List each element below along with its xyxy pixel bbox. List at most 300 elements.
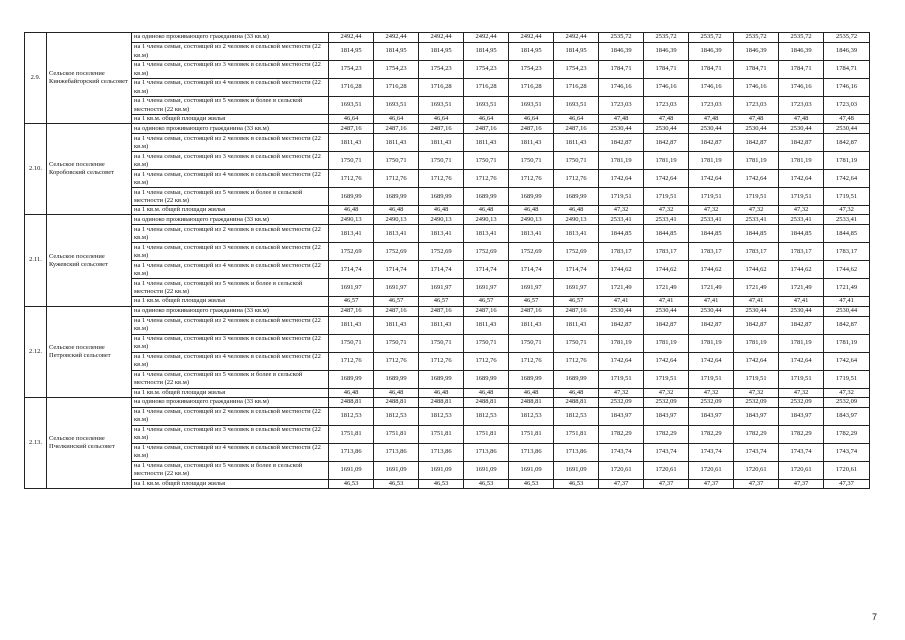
row-description: на одиноко проживающего гражданина (33 кв.м) xyxy=(132,306,329,316)
value-cell: 1751,81 xyxy=(374,425,419,443)
value-cell: 1721,49 xyxy=(734,279,779,297)
value-cell: 2533,41 xyxy=(779,215,824,225)
row-description: на 1 члена семьи, состоящей из 4 человек в сельской местности (22 кв.м) xyxy=(132,261,329,279)
value-cell: 1814,95 xyxy=(374,43,419,61)
value-cell: 1844,85 xyxy=(644,225,689,243)
value-cell: 2532,09 xyxy=(689,397,734,407)
value-cell: 1846,39 xyxy=(599,43,644,61)
value-cell: 47,32 xyxy=(599,206,644,215)
row-description: на 1 члена семьи, состоящей из 4 человек в сельской местности (22 кв.м) xyxy=(132,79,329,97)
value-cell: 46,53 xyxy=(509,479,554,488)
value-cell: 1719,51 xyxy=(689,370,734,388)
value-cell: 1691,97 xyxy=(554,279,599,297)
value-cell: 1742,64 xyxy=(824,352,870,370)
value-cell: 1712,76 xyxy=(464,170,509,188)
value-cell: 2530,44 xyxy=(734,306,779,316)
value-cell: 1842,87 xyxy=(734,134,779,152)
value-cell: 1719,51 xyxy=(734,370,779,388)
value-cell: 1846,39 xyxy=(689,43,734,61)
value-cell: 2492,44 xyxy=(374,33,419,43)
value-cell: 47,41 xyxy=(824,297,870,306)
value-cell: 1714,74 xyxy=(419,261,464,279)
settlement-name: Сельское поселение Кинжебайгорский сельсовет xyxy=(47,33,132,124)
value-cell: 2487,16 xyxy=(419,306,464,316)
value-cell: 1783,17 xyxy=(824,243,870,261)
value-cell: 47,41 xyxy=(734,297,779,306)
value-cell: 1693,51 xyxy=(464,97,509,115)
value-cell: 1691,09 xyxy=(329,461,374,479)
value-cell: 1742,64 xyxy=(644,352,689,370)
value-cell: 1781,19 xyxy=(779,334,824,352)
value-cell: 47,37 xyxy=(734,479,779,488)
value-cell: 1742,64 xyxy=(599,352,644,370)
value-cell: 1811,43 xyxy=(329,316,374,334)
value-cell: 2492,44 xyxy=(329,33,374,43)
table-row xyxy=(25,425,870,443)
table-row xyxy=(25,479,870,488)
table-row xyxy=(25,352,870,370)
value-cell: 1689,99 xyxy=(329,370,374,388)
group-number: 2.13. xyxy=(25,397,47,488)
value-cell: 1812,53 xyxy=(509,407,554,425)
value-cell: 1719,51 xyxy=(779,370,824,388)
value-cell: 46,48 xyxy=(464,388,509,397)
value-cell: 1693,51 xyxy=(374,97,419,115)
value-cell: 47,37 xyxy=(599,479,644,488)
value-cell: 1719,51 xyxy=(689,188,734,206)
value-cell: 1719,51 xyxy=(824,370,870,388)
value-cell: 1784,71 xyxy=(644,61,689,79)
value-cell: 1689,99 xyxy=(419,188,464,206)
value-cell: 1812,53 xyxy=(464,407,509,425)
value-cell: 2487,16 xyxy=(374,306,419,316)
value-cell: 1743,74 xyxy=(689,443,734,461)
value-cell: 1712,76 xyxy=(554,352,599,370)
value-cell: 2532,09 xyxy=(644,397,689,407)
table-row xyxy=(25,261,870,279)
value-cell: 2487,16 xyxy=(509,306,554,316)
value-cell: 47,48 xyxy=(599,115,644,124)
value-cell: 1721,49 xyxy=(644,279,689,297)
value-cell: 1742,64 xyxy=(824,170,870,188)
value-cell: 1719,51 xyxy=(644,370,689,388)
value-cell: 1720,61 xyxy=(779,461,824,479)
row-description: на 1 кв.м. общей площади жилья xyxy=(132,388,329,397)
value-cell: 1712,76 xyxy=(509,170,554,188)
value-cell: 46,53 xyxy=(419,479,464,488)
value-cell: 1720,61 xyxy=(644,461,689,479)
value-cell: 1720,61 xyxy=(599,461,644,479)
value-cell: 1751,81 xyxy=(464,425,509,443)
value-cell: 47,32 xyxy=(644,388,689,397)
value-cell: 1713,86 xyxy=(419,443,464,461)
value-cell: 1813,41 xyxy=(329,225,374,243)
value-cell: 2490,13 xyxy=(329,215,374,225)
value-cell: 46,64 xyxy=(464,115,509,124)
value-cell: 2488,81 xyxy=(464,397,509,407)
value-cell: 46,48 xyxy=(509,388,554,397)
value-cell: 1744,62 xyxy=(734,261,779,279)
value-cell: 1783,17 xyxy=(599,243,644,261)
value-cell: 1814,95 xyxy=(464,43,509,61)
value-cell: 1712,76 xyxy=(554,170,599,188)
value-cell: 1743,74 xyxy=(644,443,689,461)
value-cell: 2533,41 xyxy=(644,215,689,225)
value-cell: 1712,76 xyxy=(329,170,374,188)
value-cell: 1784,71 xyxy=(779,61,824,79)
value-cell: 1716,28 xyxy=(509,79,554,97)
value-cell: 1713,86 xyxy=(374,443,419,461)
value-cell: 1751,81 xyxy=(554,425,599,443)
value-cell: 1743,74 xyxy=(734,443,779,461)
value-cell: 1744,62 xyxy=(599,261,644,279)
row-description: на 1 члена семьи, состоящей из 4 человек в сельской местности (22 кв.м) xyxy=(132,170,329,188)
table-row xyxy=(25,316,870,334)
value-cell: 2530,44 xyxy=(824,124,870,134)
table-row xyxy=(25,334,870,352)
value-cell: 1714,74 xyxy=(374,261,419,279)
row-description: на 1 члена семьи, состоящей из 3 человек в сельской местности (22 кв.м) xyxy=(132,243,329,261)
value-cell: 47,41 xyxy=(779,297,824,306)
value-cell: 1714,74 xyxy=(509,261,554,279)
value-cell: 1720,61 xyxy=(734,461,779,479)
value-cell: 1811,43 xyxy=(329,134,374,152)
value-cell: 2530,44 xyxy=(824,306,870,316)
value-cell: 1691,97 xyxy=(374,279,419,297)
value-cell: 1813,41 xyxy=(419,225,464,243)
value-cell: 1723,03 xyxy=(644,97,689,115)
value-cell: 46,64 xyxy=(554,115,599,124)
value-cell: 1691,97 xyxy=(419,279,464,297)
table-row xyxy=(25,306,870,316)
value-cell: 1783,17 xyxy=(734,243,779,261)
row-description: на 1 члена семьи, состоящей из 5 человек и более в сельской местности (22 кв.м) xyxy=(132,97,329,115)
value-cell: 1693,51 xyxy=(329,97,374,115)
value-cell: 1720,61 xyxy=(824,461,870,479)
value-cell: 1750,71 xyxy=(419,334,464,352)
value-cell: 1750,71 xyxy=(554,334,599,352)
value-cell: 1750,71 xyxy=(464,334,509,352)
value-cell: 1843,97 xyxy=(779,407,824,425)
value-cell: 1844,85 xyxy=(599,225,644,243)
tariff-table xyxy=(24,32,870,489)
row-description: на 1 кв.м. общей площади жилья xyxy=(132,206,329,215)
table-row xyxy=(25,152,870,170)
table-row xyxy=(25,279,870,297)
value-cell: 1742,64 xyxy=(779,352,824,370)
table-row xyxy=(25,388,870,397)
value-cell: 2533,41 xyxy=(689,215,734,225)
value-cell: 2535,72 xyxy=(734,33,779,43)
group-number: 2.10. xyxy=(25,124,47,215)
value-cell: 1844,85 xyxy=(779,225,824,243)
value-cell: 2487,16 xyxy=(329,124,374,134)
value-cell: 1742,64 xyxy=(779,170,824,188)
value-cell: 1714,74 xyxy=(329,261,374,279)
value-cell: 47,41 xyxy=(644,297,689,306)
value-cell: 46,48 xyxy=(419,388,464,397)
value-cell: 1781,19 xyxy=(824,152,870,170)
value-cell: 2532,09 xyxy=(824,397,870,407)
value-cell: 2488,81 xyxy=(419,397,464,407)
value-cell: 2490,13 xyxy=(554,215,599,225)
value-cell: 1712,76 xyxy=(419,170,464,188)
value-cell: 1813,41 xyxy=(464,225,509,243)
value-cell: 1691,09 xyxy=(374,461,419,479)
value-cell: 1716,28 xyxy=(464,79,509,97)
value-cell: 47,37 xyxy=(824,479,870,488)
table-row xyxy=(25,115,870,124)
value-cell: 1750,71 xyxy=(554,152,599,170)
value-cell: 2535,72 xyxy=(689,33,734,43)
value-cell: 1842,87 xyxy=(689,134,734,152)
value-cell: 46,57 xyxy=(509,297,554,306)
value-cell: 1716,28 xyxy=(554,79,599,97)
value-cell: 1712,76 xyxy=(509,352,554,370)
value-cell: 1712,76 xyxy=(374,352,419,370)
value-cell: 1781,19 xyxy=(734,152,779,170)
value-cell: 1781,19 xyxy=(689,334,734,352)
value-cell: 47,48 xyxy=(734,115,779,124)
value-cell: 1812,53 xyxy=(554,407,599,425)
value-cell: 47,48 xyxy=(824,115,870,124)
row-description: на 1 члена семьи, состоящей из 4 человек в сельской местности (22 кв.м) xyxy=(132,443,329,461)
value-cell: 1723,03 xyxy=(779,97,824,115)
value-cell: 1693,51 xyxy=(509,97,554,115)
value-cell: 1691,97 xyxy=(509,279,554,297)
value-cell: 1689,99 xyxy=(509,188,554,206)
value-cell: 1781,19 xyxy=(779,152,824,170)
value-cell: 46,57 xyxy=(329,297,374,306)
value-cell: 1783,17 xyxy=(689,243,734,261)
table-row xyxy=(25,97,870,115)
value-cell: 1814,95 xyxy=(419,43,464,61)
value-cell: 1781,19 xyxy=(689,152,734,170)
value-cell: 1811,43 xyxy=(419,134,464,152)
table-row xyxy=(25,225,870,243)
value-cell: 1693,51 xyxy=(554,97,599,115)
value-cell: 47,37 xyxy=(779,479,824,488)
value-cell: 2492,44 xyxy=(419,33,464,43)
value-cell: 1742,64 xyxy=(599,170,644,188)
value-cell: 1813,41 xyxy=(374,225,419,243)
value-cell: 2490,13 xyxy=(374,215,419,225)
value-cell: 1691,97 xyxy=(329,279,374,297)
value-cell: 1781,19 xyxy=(734,334,779,352)
value-cell: 1746,16 xyxy=(824,79,870,97)
value-cell: 1689,99 xyxy=(509,370,554,388)
row-description: на 1 кв.м. общей площади жилья xyxy=(132,479,329,488)
table-row xyxy=(25,170,870,188)
value-cell: 1752,69 xyxy=(329,243,374,261)
group-number: 2.12. xyxy=(25,306,47,397)
value-cell: 1813,41 xyxy=(509,225,554,243)
value-cell: 47,32 xyxy=(644,206,689,215)
value-cell: 1691,09 xyxy=(509,461,554,479)
value-cell: 2535,72 xyxy=(779,33,824,43)
value-cell: 1842,87 xyxy=(599,316,644,334)
value-cell: 1842,87 xyxy=(824,316,870,334)
value-cell: 1784,71 xyxy=(599,61,644,79)
value-cell: 1782,29 xyxy=(644,425,689,443)
table-body xyxy=(25,33,870,489)
value-cell: 1811,43 xyxy=(374,134,419,152)
value-cell: 46,48 xyxy=(509,206,554,215)
value-cell: 1743,74 xyxy=(599,443,644,461)
value-cell: 1750,71 xyxy=(374,152,419,170)
value-cell: 47,37 xyxy=(644,479,689,488)
value-cell: 1751,81 xyxy=(509,425,554,443)
value-cell: 1746,16 xyxy=(779,79,824,97)
group-number: 2.9. xyxy=(25,33,47,124)
value-cell: 1811,43 xyxy=(509,316,554,334)
value-cell: 1842,87 xyxy=(599,134,644,152)
value-cell: 1781,19 xyxy=(599,152,644,170)
value-cell: 1721,49 xyxy=(779,279,824,297)
value-cell: 47,48 xyxy=(779,115,824,124)
value-cell: 2535,72 xyxy=(824,33,870,43)
value-cell: 46,48 xyxy=(554,206,599,215)
value-cell: 1750,71 xyxy=(464,152,509,170)
row-description: на одиноко проживающего гражданина (33 кв.м) xyxy=(132,215,329,225)
value-cell: 1744,62 xyxy=(824,261,870,279)
value-cell: 2490,13 xyxy=(419,215,464,225)
row-description: на 1 члена семьи, состоящей из 5 человек и более в сельской местности (22 кв.м) xyxy=(132,188,329,206)
value-cell: 2487,16 xyxy=(329,306,374,316)
value-cell: 1689,99 xyxy=(419,370,464,388)
settlement-name: Сельское поселение Петровский сельсовет xyxy=(47,306,132,397)
value-cell: 1746,16 xyxy=(689,79,734,97)
value-cell: 1754,23 xyxy=(329,61,374,79)
value-cell: 46,48 xyxy=(464,206,509,215)
value-cell: 1782,29 xyxy=(689,425,734,443)
value-cell: 47,32 xyxy=(599,388,644,397)
value-cell: 1742,64 xyxy=(644,170,689,188)
table-row xyxy=(25,297,870,306)
table-row xyxy=(25,243,870,261)
value-cell: 47,48 xyxy=(689,115,734,124)
row-description: на 1 кв.м. общей площади жилья xyxy=(132,115,329,124)
value-cell: 1719,51 xyxy=(599,370,644,388)
table-row xyxy=(25,443,870,461)
value-cell: 2530,44 xyxy=(779,306,824,316)
table-row xyxy=(25,215,870,225)
value-cell: 1754,23 xyxy=(509,61,554,79)
value-cell: 2487,16 xyxy=(374,124,419,134)
value-cell: 2492,44 xyxy=(554,33,599,43)
row-description: на 1 члена семьи, состоящей из 2 человек в сельской местности (22 кв.м) xyxy=(132,225,329,243)
value-cell: 1754,23 xyxy=(419,61,464,79)
value-cell: 1813,41 xyxy=(554,225,599,243)
value-cell: 2532,09 xyxy=(599,397,644,407)
value-cell: 47,32 xyxy=(779,388,824,397)
value-cell: 2532,09 xyxy=(734,397,779,407)
value-cell: 1713,86 xyxy=(509,443,554,461)
value-cell: 1719,51 xyxy=(779,188,824,206)
value-cell: 1751,81 xyxy=(329,425,374,443)
value-cell: 1754,23 xyxy=(554,61,599,79)
value-cell: 47,32 xyxy=(734,388,779,397)
row-description: на 1 члена семьи, состоящей из 5 человек и более в сельской местности (22 кв.м) xyxy=(132,279,329,297)
value-cell: 47,48 xyxy=(644,115,689,124)
value-cell: 2488,81 xyxy=(329,397,374,407)
group-number: 2.11. xyxy=(25,215,47,306)
value-cell: 1842,87 xyxy=(779,134,824,152)
value-cell: 1744,62 xyxy=(644,261,689,279)
value-cell: 2492,44 xyxy=(509,33,554,43)
value-cell: 1784,71 xyxy=(689,61,734,79)
value-cell: 1811,43 xyxy=(419,316,464,334)
value-cell: 1846,39 xyxy=(734,43,779,61)
value-cell: 1781,19 xyxy=(824,334,870,352)
value-cell: 1744,62 xyxy=(779,261,824,279)
value-cell: 1782,29 xyxy=(779,425,824,443)
value-cell: 2487,16 xyxy=(554,306,599,316)
row-description: на одиноко проживающего гражданина (33 кв.м) xyxy=(132,124,329,134)
row-description: на 1 члена семьи, состоящей из 4 человек в сельской местности (22 кв.м) xyxy=(132,352,329,370)
value-cell: 1689,99 xyxy=(329,188,374,206)
value-cell: 46,57 xyxy=(554,297,599,306)
value-cell: 2530,44 xyxy=(644,306,689,316)
value-cell: 46,48 xyxy=(374,388,419,397)
settlement-name: Сельское поселение Пчелкинский сельсовет xyxy=(47,397,132,488)
row-description: на 1 члена семьи, состоящей из 3 человек в сельской местности (22 кв.м) xyxy=(132,152,329,170)
value-cell: 46,48 xyxy=(554,388,599,397)
value-cell: 1783,17 xyxy=(644,243,689,261)
value-cell: 1781,19 xyxy=(599,334,644,352)
value-cell: 1843,97 xyxy=(824,407,870,425)
value-cell: 47,41 xyxy=(599,297,644,306)
value-cell: 1742,64 xyxy=(689,170,734,188)
value-cell: 1723,03 xyxy=(824,97,870,115)
value-cell: 46,57 xyxy=(464,297,509,306)
row-description: на 1 члена семьи, состоящей из 3 человек в сельской местности (22 кв.м) xyxy=(132,61,329,79)
value-cell: 1843,97 xyxy=(689,407,734,425)
value-cell: 2488,81 xyxy=(509,397,554,407)
value-cell: 1689,99 xyxy=(464,370,509,388)
value-cell: 1721,49 xyxy=(824,279,870,297)
row-description: на 1 члена семьи, состоящей из 2 человек в сельской местности (22 кв.м) xyxy=(132,316,329,334)
value-cell: 1750,71 xyxy=(329,334,374,352)
value-cell: 1846,39 xyxy=(644,43,689,61)
row-description: на 1 члена семьи, состоящей из 5 человек и более в сельской местности (22 кв.м) xyxy=(132,370,329,388)
value-cell: 1754,23 xyxy=(374,61,419,79)
value-cell: 1784,71 xyxy=(824,61,870,79)
value-cell: 1814,95 xyxy=(329,43,374,61)
value-cell: 2487,16 xyxy=(464,306,509,316)
value-cell: 1814,95 xyxy=(554,43,599,61)
value-cell: 2535,72 xyxy=(599,33,644,43)
row-description: на одиноко проживающего гражданина (33 кв.м) xyxy=(132,397,329,407)
value-cell: 1783,17 xyxy=(779,243,824,261)
value-cell: 1691,09 xyxy=(554,461,599,479)
value-cell: 1720,61 xyxy=(689,461,734,479)
table-row xyxy=(25,43,870,61)
value-cell: 1811,43 xyxy=(509,134,554,152)
settlement-name: Сельское поселение Кужевский сельсовет xyxy=(47,215,132,306)
value-cell: 2530,44 xyxy=(599,124,644,134)
value-cell: 1719,51 xyxy=(824,188,870,206)
row-description: на 1 кв.м. общей площади жилья xyxy=(132,297,329,306)
row-description: на одиноко проживающего гражданина (33 кв.м) xyxy=(132,33,329,43)
table-row xyxy=(25,79,870,97)
table-row xyxy=(25,134,870,152)
value-cell: 1689,99 xyxy=(464,188,509,206)
value-cell: 46,48 xyxy=(329,388,374,397)
value-cell: 1742,64 xyxy=(734,352,779,370)
value-cell: 1712,76 xyxy=(374,170,419,188)
value-cell: 1811,43 xyxy=(464,316,509,334)
